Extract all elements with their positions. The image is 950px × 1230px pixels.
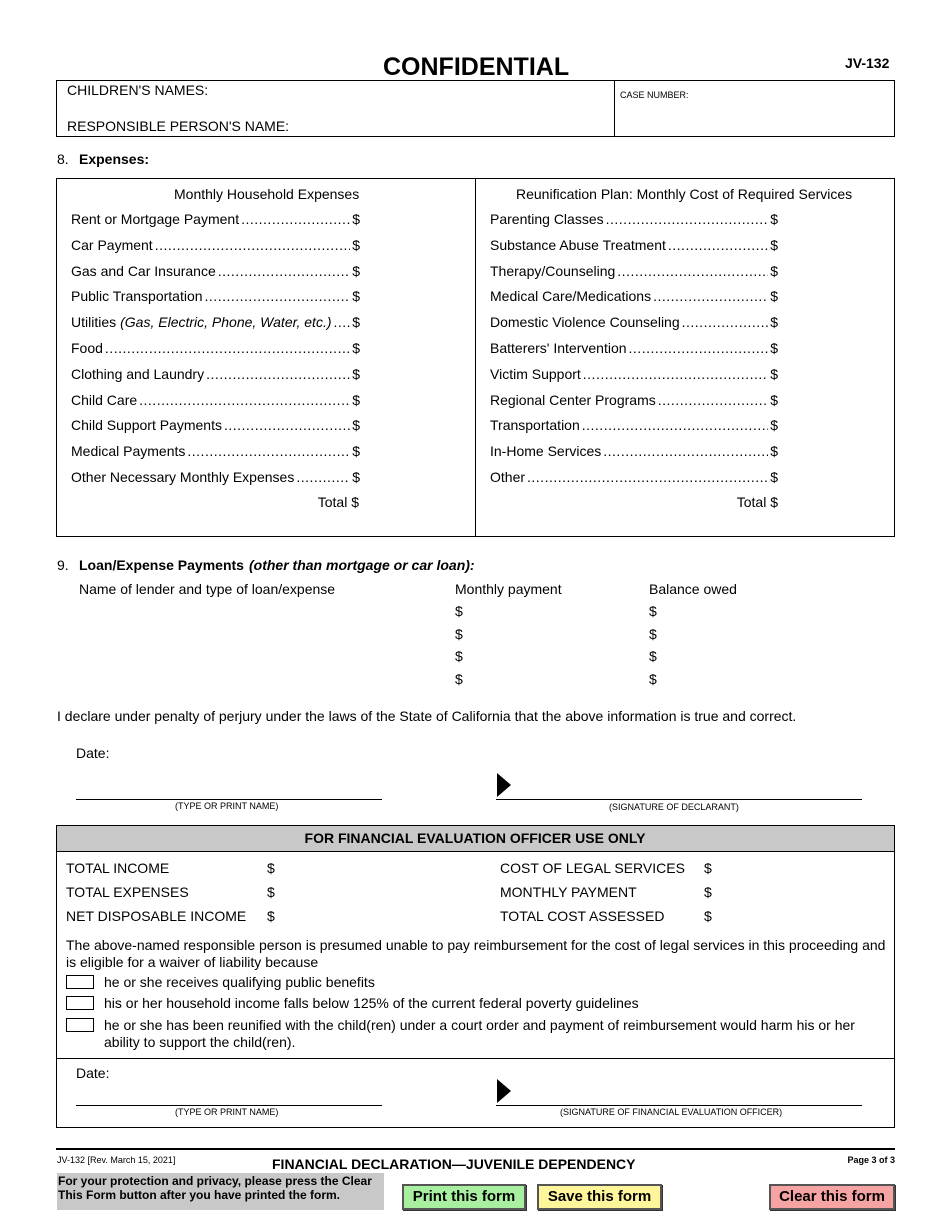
option-label-3-cont: ability to support the child(ren). <box>104 1034 296 1050</box>
declarant-name-line <box>76 799 382 800</box>
officer-right-total-label: MONTHLY PAYMENT <box>500 884 637 900</box>
option-label-1: he or she receives qualifying public benefits <box>104 974 375 990</box>
loan-monthly-dollar: $ <box>455 625 463 642</box>
reunification-cost-row <box>490 288 778 304</box>
officer-left-total-dollar: $ <box>267 884 275 900</box>
loan-monthly-dollar: $ <box>455 603 463 619</box>
leader-dots <box>241 211 350 227</box>
officer-left-total-label: TOTAL EXPENSES <box>66 884 189 900</box>
household-expense-row-dollar: $ <box>352 288 360 305</box>
section-8-heading: Expenses: <box>79 151 150 167</box>
loan-balance-dollar: $ <box>649 603 657 619</box>
leader-dots <box>629 340 769 356</box>
officer-date-label: Date: <box>76 1065 110 1081</box>
reunification-cost-row-dollar: $ <box>770 469 778 485</box>
household-expense-row-dollar: $ <box>352 443 360 460</box>
loan-col-monthly: Monthly payment <box>455 581 562 597</box>
leader-dots <box>205 288 351 304</box>
reunification-cost-row <box>490 366 778 382</box>
leader-dots <box>606 211 769 227</box>
household-expense-row <box>71 469 360 485</box>
loan-name-field[interactable] <box>79 648 439 666</box>
leader-dots <box>658 392 768 408</box>
reunification-cost-row <box>490 469 778 485</box>
household-expense-row <box>71 211 360 227</box>
signature-arrow-icon <box>497 773 511 797</box>
household-expense-row <box>71 288 360 304</box>
leader-dots <box>187 443 350 459</box>
save-button[interactable]: Save this form <box>537 1184 662 1210</box>
household-expense-row-dollar: $ <box>352 340 360 356</box>
loan-monthly-dollar: $ <box>455 648 463 664</box>
household-expense-row <box>71 237 360 253</box>
household-expense-row <box>71 340 360 356</box>
reunification-cost-row-dollar: $ <box>770 340 778 356</box>
officer-signature-arrow-icon <box>497 1079 511 1103</box>
reunification-cost-row-dollar: $ <box>770 288 778 305</box>
declaration-date-field[interactable] <box>115 742 365 762</box>
officer-right-total-label: TOTAL COST ASSESSED <box>500 908 665 924</box>
loan-col-balance: Balance owed <box>649 581 737 597</box>
household-expense-row <box>71 443 360 459</box>
household-expense-row <box>71 417 360 433</box>
reunification-cost-row-dollar: $ <box>770 443 778 460</box>
household-expenses-title: Monthly Household Expenses <box>174 186 360 202</box>
reunification-cost-row <box>490 263 778 279</box>
loan-balance-dollar: $ <box>649 648 657 664</box>
household-expense-row-dollar: $ <box>352 262 360 279</box>
case-number-label: CASE NUMBER: <box>620 90 689 100</box>
leader-dots <box>105 340 350 356</box>
leader-dots <box>218 263 350 279</box>
leader-dots <box>582 417 768 433</box>
officer-header: FOR FINANCIAL EVALUATION OFFICER USE ONLY <box>304 830 646 846</box>
declarant-signature-caption: (SIGNATURE OF DECLARANT) <box>609 802 739 812</box>
expenses-divider <box>475 178 476 537</box>
officer-right-total-dollar: $ <box>704 860 712 876</box>
footer-title: FINANCIAL DECLARATION—JUVENILE DEPENDENCY <box>272 1156 636 1172</box>
form-id: JV-132 <box>845 55 890 71</box>
utilities-note: (Gas, Electric, Phone, Water, etc.) <box>120 314 332 331</box>
reunification-cost-row-label: Medical Care/Medications <box>490 288 652 305</box>
leader-dots <box>527 469 768 485</box>
household-expense-row-label: Gas and Car Insurance <box>71 262 216 279</box>
household-expense-row-dollar: $ <box>352 365 360 382</box>
privacy-line-1: For your protection and privacy, please press the Clear <box>58 1174 372 1188</box>
reunification-cost-row-dollar: $ <box>770 262 778 279</box>
reunification-total-label: Total $ <box>736 494 778 510</box>
household-total-label: Total $ <box>317 494 359 510</box>
household-expense-row-label: Public Transportation <box>71 288 203 305</box>
page-title: CONFIDENTIAL <box>383 53 570 81</box>
reunification-cost-row-dollar: $ <box>770 391 778 408</box>
household-expense-row-dollar: $ <box>352 211 360 227</box>
household-expense-row-label: Medical Payments <box>71 443 186 460</box>
household-expense-row-label: Food <box>71 340 103 356</box>
leader-dots <box>653 288 768 304</box>
officer-divider <box>57 1058 894 1059</box>
household-expense-row-dollar: $ <box>352 391 360 408</box>
option-label-3: he or she has been reunified with the child(ren) under a court order and payment of reimbursement would harm his or her <box>104 1017 855 1033</box>
privacy-line-2: This Form button after you have printed the form. <box>58 1188 341 1202</box>
officer-name-field[interactable] <box>76 1082 382 1104</box>
household-expense-row-dollar: $ <box>352 417 360 434</box>
officer-left-total-label: NET DISPOSABLE INCOME <box>66 908 247 924</box>
officer-left-total-dollar: $ <box>267 860 275 876</box>
household-expense-row-label: Clothing and Laundry <box>71 365 205 382</box>
household-expense-row-dollar: $ <box>352 236 360 253</box>
household-expense-row <box>71 366 360 382</box>
household-expense-row-label: Utilities <box>71 314 117 331</box>
option-checkbox-1[interactable] <box>66 975 94 989</box>
loan-name-field[interactable] <box>79 626 439 644</box>
reunification-cost-row-label: Other <box>490 469 526 485</box>
header-divider <box>614 80 615 137</box>
option-label-2: his or her household income falls below 125% of the current federal poverty guidelines <box>104 995 639 1011</box>
household-expense-row <box>71 263 360 279</box>
household-expense-row-label: Child Care <box>71 391 138 408</box>
reunification-cost-row-dollar: $ <box>770 365 778 382</box>
option-checkbox-3[interactable] <box>66 1018 94 1032</box>
officer-right-total-dollar: $ <box>704 908 712 924</box>
officer-name-caption: (TYPE OR PRINT NAME) <box>175 1107 279 1117</box>
reunification-cost-row-label: Parenting Classes <box>490 211 604 227</box>
declaration-text: I declare under penalty of perjury under the laws of the State of California that the above information is true and correct. <box>57 708 797 724</box>
section-8-number: 8. <box>57 151 69 167</box>
reunification-cost-row-dollar: $ <box>770 236 778 253</box>
reunification-cost-row <box>490 443 778 459</box>
reunification-cost-row-label: Domestic Violence Counseling <box>490 314 680 331</box>
leader-dots <box>583 366 768 382</box>
reunification-cost-row-dollar: $ <box>770 417 778 434</box>
officer-signature-caption: (SIGNATURE OF FINANCIAL EVALUATION OFFICER) <box>560 1107 783 1117</box>
section-9-number: 9. <box>57 557 69 573</box>
responsible-person-label: RESPONSIBLE PERSON'S NAME: <box>67 118 290 134</box>
reunification-cost-row-label: Batterers' Intervention <box>490 340 627 356</box>
reunification-cost-row-dollar: $ <box>770 314 778 331</box>
print-button[interactable]: Print this form <box>402 1184 526 1210</box>
declarant-signature-line <box>496 799 862 800</box>
leader-dots <box>296 469 350 485</box>
privacy-notice <box>57 1173 384 1210</box>
footer-revision: JV-132 [Rev. March 15, 2021] <box>57 1155 176 1165</box>
reunification-cost-row <box>490 237 778 253</box>
reunification-cost-row-label: In-Home Services <box>490 443 602 460</box>
leader-dots <box>682 314 769 330</box>
leader-dots <box>668 237 768 253</box>
case-number-field[interactable] <box>620 104 890 132</box>
declaration-date-label: Date: <box>76 745 110 761</box>
reunification-cost-row-label: Victim Support <box>490 365 581 382</box>
declarant-name-field[interactable] <box>76 776 382 798</box>
reunification-cost-row-label: Substance Abuse Treatment <box>490 236 666 253</box>
household-expense-row <box>71 314 360 330</box>
reunification-cost-row-label: Therapy/Counseling <box>490 262 616 279</box>
reunification-title: Reunification Plan: Monthly Cost of Required Services <box>516 186 853 202</box>
reunification-cost-row <box>490 340 778 356</box>
household-expense-row-dollar: $ <box>352 469 360 485</box>
leader-dots <box>139 392 350 408</box>
officer-signature-line <box>496 1105 862 1106</box>
household-expense-row-label: Other Necessary Monthly Expenses <box>71 469 295 485</box>
presumption-line-1: The above-named responsible person is presumed unable to pay reimbursement for the cost of legal services in this proceeding and <box>66 937 886 953</box>
household-expense-row-label: Child Support Payments <box>71 417 222 434</box>
officer-left-total-dollar: $ <box>267 908 275 924</box>
loan-name-field[interactable] <box>79 671 439 689</box>
reunification-cost-row <box>490 417 778 433</box>
reunification-cost-row <box>490 314 778 330</box>
loan-balance-dollar: $ <box>649 670 657 687</box>
footer-rule <box>56 1148 895 1150</box>
reunification-cost-row-dollar: $ <box>770 211 778 227</box>
clear-button[interactable]: Clear this form <box>769 1184 895 1210</box>
leader-dots <box>334 314 351 330</box>
household-expense-row-label: Car Payment <box>71 236 153 253</box>
loan-balance-dollar: $ <box>649 625 657 642</box>
footer-page: Page 3 of 3 <box>847 1155 895 1165</box>
leader-dots <box>206 366 350 382</box>
reunification-cost-row <box>490 211 778 227</box>
presumption-line-2: is eligible for a waiver of liability because <box>66 954 319 970</box>
officer-date-field[interactable] <box>115 1062 365 1082</box>
declarant-name-caption: (TYPE OR PRINT NAME) <box>175 801 279 811</box>
reunification-cost-row-label: Regional Center Programs <box>490 391 656 408</box>
household-expense-row-dollar: $ <box>352 314 360 331</box>
household-expense-row-label: Rent or Mortgage Payment <box>71 211 240 227</box>
officer-right-total-label: COST OF LEGAL SERVICES <box>500 860 685 876</box>
leader-dots <box>617 263 768 279</box>
reunification-cost-row-label: Transportation <box>490 417 580 434</box>
officer-left-total-label: TOTAL INCOME <box>66 860 170 876</box>
leader-dots <box>603 443 768 459</box>
option-checkbox-2[interactable] <box>66 996 94 1010</box>
leader-dots <box>224 417 350 433</box>
officer-right-total-dollar: $ <box>704 884 712 900</box>
reunification-cost-row <box>490 392 778 408</box>
children-names-label: CHILDREN'S NAMES: <box>67 82 209 98</box>
section-9-note: (other than mortgage or car loan): <box>249 557 475 573</box>
household-expense-row <box>71 392 360 408</box>
loan-col-name: Name of lender and type of loan/expense <box>79 581 336 597</box>
officer-name-line <box>76 1105 382 1106</box>
section-9-heading: Loan/Expense Payments <box>79 557 244 573</box>
loan-monthly-dollar: $ <box>455 670 463 687</box>
leader-dots <box>155 237 351 253</box>
loan-name-field[interactable] <box>79 603 439 621</box>
